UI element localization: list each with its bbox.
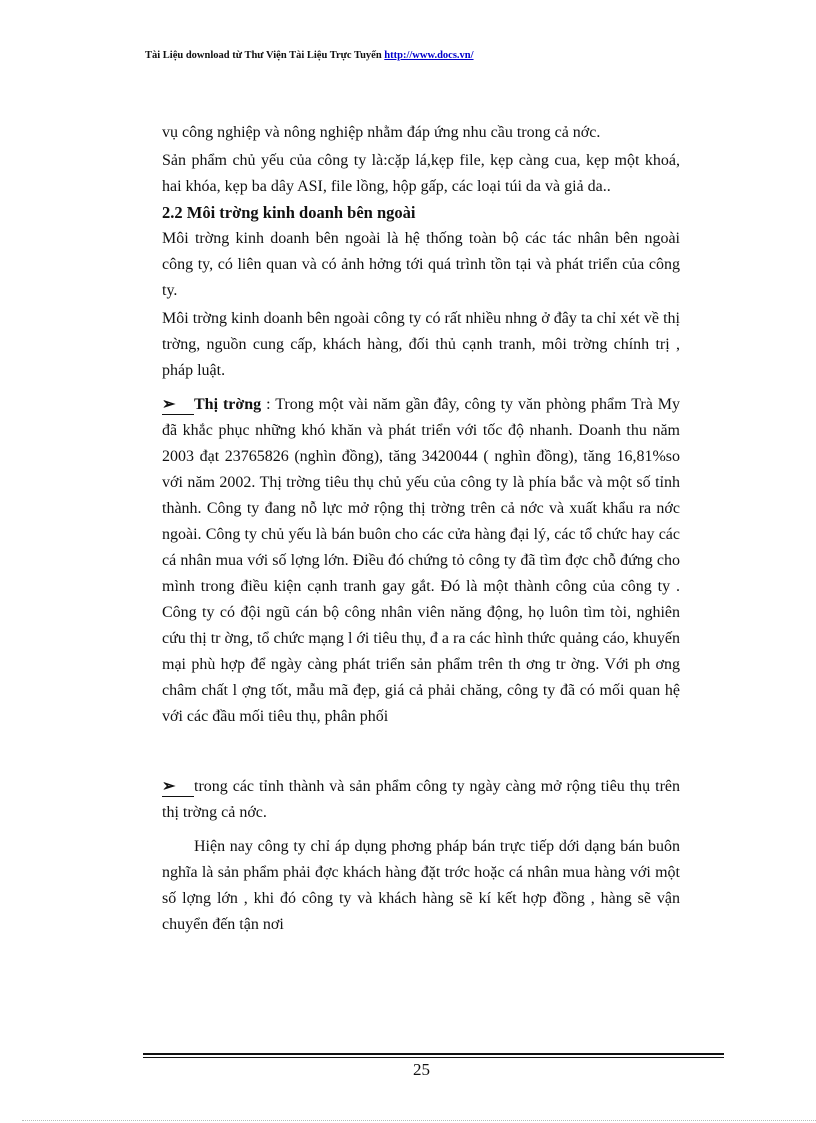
header-text: Tài Liệu download từ Thư Viện Tài Liệu Trực Tuyến: [145, 50, 385, 61]
section-heading: 2.2 Môi trờng kinh doanh bên ngoài: [162, 203, 416, 222]
bullet-text: trong các tỉnh thành và sản phẩm công ty ngày càng mở rộng tiêu thụ trên thị trờng cả nớc.: [162, 778, 680, 821]
arrow-bullet-icon: ➢: [162, 396, 194, 415]
bullet-paragraph-continued: [162, 774, 680, 826]
download-header: [145, 50, 474, 61]
page-number: 25: [413, 1060, 430, 1079]
header-link[interactable]: http://www.docs.vn/: [384, 50, 474, 61]
footer-rule-thin: [143, 1057, 724, 1058]
bullet-term: Thị trờng: [194, 396, 262, 413]
arrow-bullet-icon: ➢: [162, 778, 194, 797]
paragraph-3: Môi trờng kinh doanh bên ngoài là hệ thống toàn bộ các tác nhân bên ngoài công ty, có liên quan và có ảnh hởng tới quá trình tồn tại và phát triển của công ty.: [162, 230, 680, 299]
footer-rule-thick: [143, 1053, 724, 1055]
bullet-text: : Trong một vài năm gần đây, công ty văn phòng phẩm Trà My đã khắc phục những khó khăn và phát triển với tốc độ nhanh. Doanh thu năm 2003 đạt 23765826 (nghìn đồng), tăng 3420044 ( nghìn đồng), tăng 16,81%so với năm 2002. Thị trờng tiêu thụ chủ yếu của công ty là phía bắc và một số tỉnh thành. Công ty đang nỗ lực mở rộng thị trờng trên cả nớc và xuất khẩu ra nớc ngoài. Công ty chủ yếu là bán buôn cho các cửa hàng đại lý, các tổ chức hay các cá nhân mua với số lợng lớn. Điều đó chứng tỏ công ty đã tìm đợc chỗ đứng cho mình trong điều kiện cạnh tranh gay gắt. Đó là một thành công của công ty . Công ty có đội ngũ cán bộ công nhân viên năng động, họ luôn tìm tòi, nghiên cứu thị tr ờng, tổ chức mạng l ới tiêu thụ, đ a ra các hình thức quảng cáo, khuyến mại phù hợp để ngày càng phát triển sản phẩm trên th ơng tr ờng. Với ph ơng châm chất l ợng tốt, mẫu mã đẹp, giá cả phải chăng, công ty đã có mối quan hệ với các đầu mối tiêu thụ, phân phối: [162, 396, 681, 725]
paragraph-4: Môi trờng kinh doanh bên ngoài công ty có rất nhiều nhng ở đây ta chỉ xét về thị trờng, nguồn cung cấp, khách hàng, đối thủ cạnh tranh, môi trờng chính trị , pháp luật.: [162, 310, 680, 379]
page-content: [162, 120, 680, 938]
paragraph-1: vụ công nghiệp và nông nghiệp nhằm đáp ứng nhu cầu trong cả nớc.: [162, 124, 601, 141]
paragraph-2: Sản phẩm chủ yếu của công ty là:cặp lá,kẹp file, kẹp càng cua, kẹp một khoá, hai khóa, kẹp ba dây ASI, file lồng, hộp gấp, các loại túi da và giả da..: [162, 152, 680, 195]
paragraph-5: Hiện nay công ty chỉ áp dụng phơng pháp bán trực tiếp dới dạng bán buôn nghĩa là sản phẩm phải đợc khách hàng đặt trớc hoặc cá nhân mua hàng với một số lợng lớn , khi đó công ty và khách hàng sẽ kí kết hợp đồng , hàng sẽ vận chuyển đến tận nơi: [162, 838, 680, 933]
bullet-paragraph-market: [162, 392, 680, 730]
page-bottom-dotted-line: [22, 1120, 816, 1121]
